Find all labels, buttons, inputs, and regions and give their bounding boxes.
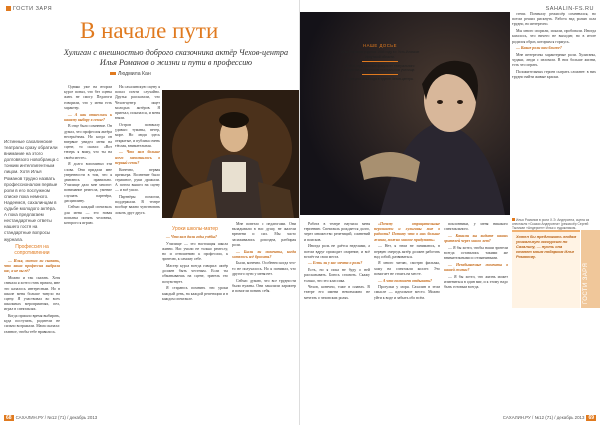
rubric-square-icon [6, 6, 11, 11]
side-rubric-tab [581, 230, 600, 308]
right-text-column-2: «Почему отрицательные персонажи и хулиганы мне в радость? Потому что в них больше жизни, можно многое придумать» — Нет, я этим не занимаюсь, в первую очередь актёр должен работать над собой, развиваться. Я много читаю, смотрю фильмы, хожу на спектакли коллег. Это помогает не стоять на месте. — А что помогает отдыхать? Прогулки у моря. Сахалин в этом смысле — идеальное место. Можно уйти к воде и забыть обо всём. [374, 222, 440, 300]
right-text-column-3: поклонники, у меня никакого спектакльного. — Какими вы видите ваших зрителей через много лет? — Я бы хотел, чтобы наши зрители всегда оставались такими же внимательными и отзывчивыми. — Незабываемые моменты в вашей жизни? — Я бы хотел, что жизнь может измениться в один миг, и к этому надо быть готовым всегда. [444, 222, 508, 290]
text-column-5: Мне повезло с педагогами. Они вкладывали в нас душу, не жалели времени и сил. Мы часто засиживались допоздна, разбирая роли. — Были ли моменты, когда хотелось всё бросить? Были, конечно. Особенно когда что-то не получалось. Но я понимал, что другого пути у меня нет. Сейчас думаю, что все трудности были нужны. Они закалили характер и помогли понять себя. [232, 222, 296, 293]
article-title: В начале пути [80, 18, 219, 43]
section-heading: Профессия на сопротивлении [14, 244, 50, 256]
footer-right-text: САХАЛИН.РУ / №12 (71) / декабрь 2013 [502, 415, 585, 420]
author-name: Людмила Кан [118, 71, 151, 77]
pull-quote: «Почему отрицательные персонажи и хулиганы мне в радость? Потому что в них больше жизни, можно многое придумать» [374, 222, 440, 242]
dossier-text-3: С августа 2013 года в труппе Чехов-центра. [346, 77, 414, 82]
text-column-1: Профессия на сопротивлении — Илья, можно ли сказать, что ваша профессия выбрала вас, а не вы её? Можно и так сказать. Хотя сначала я хотел стать врачом, мне это казалось интересным. Но в школе меня больше тянуло на сцену. Я участвовал во всех школьных мероприятиях, пел, играл в спектаклях. Когда пришло время выбирать, куда поступать, родители не сильно возражали. Мама сказала: главное, чтобы тебе нравилось. [4, 244, 60, 334]
right-pull-quote: Хотел бы предложить людям уникальную экскурсию по Сахалину, — пусть она станет моим подарком Илье Романову. [516, 234, 577, 259]
footer-left [4, 415, 97, 421]
text-column-3: На сахалинскую сцену я попал почти случайно. Друзья рассказали, что Чехов-центр ищет молодых актёров. Я приехал, показался, и меня взяли. Остров поначалу удивил: туманы, ветер, море. Но люди здесь открытые, и публика очень тёплая, внимательная. — Что вам больше всего запомнилось в первый сезон? Конечно, первая премьера. Волнение было страшное, руки дрожали. А потом вышел на сцену — и всё ушло. Партнёры помогли, поддержали. В театре вообще важно чувствовать локоть друг друга. [115, 85, 160, 215]
stage-photo-art [162, 90, 300, 218]
actor-stage-photo [162, 90, 300, 218]
dossier-text-1: Илья Романов родился 1985 году в г. Усть-Илимске Иркутской области. [340, 50, 420, 59]
rubric-label: ГОСТИ ЗАРЯ [13, 6, 53, 12]
article-lead: Истинные сахалинские театралы сразу обратили внимание на этого долговязого новобранца с тонким интеллигентным лицом. Хотя Илья Романов трудно назвать профессионалом первые роли в его послужном списке пока немного. Надеемся, сахалинцам в судьбе молодого актёра. А пока предлагаем нестандартные ответы нашего гостя на стандартные вопросы журнала. [4, 139, 59, 242]
page-number-right: 69 [588, 415, 594, 421]
dossier-divider-2 [362, 74, 398, 75]
page-number-left: 68 [6, 415, 12, 421]
side-rubric-label: ГОСТИ ЗАРЯ [583, 262, 589, 304]
actor-portrait-photo [300, 12, 510, 215]
footer-right [503, 415, 596, 421]
site-url: SAHALIN-FS.RU [545, 6, 594, 12]
portrait-photo-art [300, 12, 510, 215]
caption-text: Илья Романов в роли Х.Э. Андерсена, сцена из спектакля «Сказки Андерсена» (режиссёр Сергей Тыликан «Андерсен» Илья с художником- [512, 218, 590, 231]
right-page [300, 0, 600, 425]
right-text-column-1: Работа в театре научила меня терпению. Спектакль рождается долго, через множество репетиций, сомнений и поисков. Иногда роль не даётся неделями, а потом вдруг приходит озарение, и всё встаёт на свои места. — Есть ли у вас мечта о роли? Есть, но я пока не буду о ней рассказывать. Боюсь сглазить. Скажу только, что это классика. Чехов, конечно, тоже в планах. В театре его имени невозможно не мечтать о чеховских ролях. [304, 222, 370, 300]
dossier-heading: НАШЕ ДОСЬЕ [362, 43, 397, 48]
dossier-text-2: В 2011 году окончил факультет театрального искусства в Иркутском театральном училище. [344, 63, 416, 73]
article-subtitle: Хулиган с внешностью доброго сказочника актёр Чехов-центра Илья Романов о жизни и пути в профессию [63, 48, 289, 67]
caption-square-icon [512, 218, 515, 221]
section-heading-2: Уроки школы-матер [172, 226, 218, 232]
text-column-2: Однако уже на втором курсе понял, что без сцены жить не смогу. Педагоги говорили, что у меня есть характер. — А как отнеслись к вашему выбору в семье? В отце было сомнение. Он думал, что профессия актёра несерьёзная. Но когда он впервые увидел меня на сцене, то сказал: «Вот теперь я вижу, что ты на своём месте». Я долго вспоминал эти слова. Они придали мне уверенности в том, что я двигаюсь правильно. Училище дало мне многое: понимание ремесла, умение слушать партнёра, дисциплину. Сейчас каждый спектакль для меня — это новая попытка понять человека, которого я играю. [64, 85, 112, 226]
pen-icon [110, 72, 116, 75]
text-column-4: Уроки школы-матер — Что вам дали годы учёбы? Училище — это настоящая школа жизни. Нас учили не только ремеслу, но и отношению к профессии, к зрителю, к самому себе. Мастер курса всегда говорил: актёр должен быть честным. Если ты обманываешь на сцене, зритель это почувствует. Я стараюсь помнить эти уроки каждый день, на каждой репетиции и в каждом спектакле. [162, 226, 228, 301]
article-author [110, 71, 151, 77]
dossier-box [340, 44, 420, 82]
right-text-column-top: степи. Поначалу режиссёр сомневался, но потом решил рискнуть. Работа над ролью шла трудно, но интересно. Мы много спорили, искали, пробовали. Иногда казалось, что ничего не выходит, но в итоге родился образ, которым я горжусь. — Какие роли вам ближе? Мне интересны характерные роли. Хулиганы, чудаки, люди с изломом. В них больше жизни, есть что играть. Положительных героев сыграть сложнее: в них трудно найти живые краски. [512, 12, 596, 80]
dossier-divider [362, 61, 398, 62]
page-rubric [6, 6, 52, 12]
footer-left-text: САХАЛИН.РУ / №12 (71) / декабрь 2013 [15, 415, 98, 420]
